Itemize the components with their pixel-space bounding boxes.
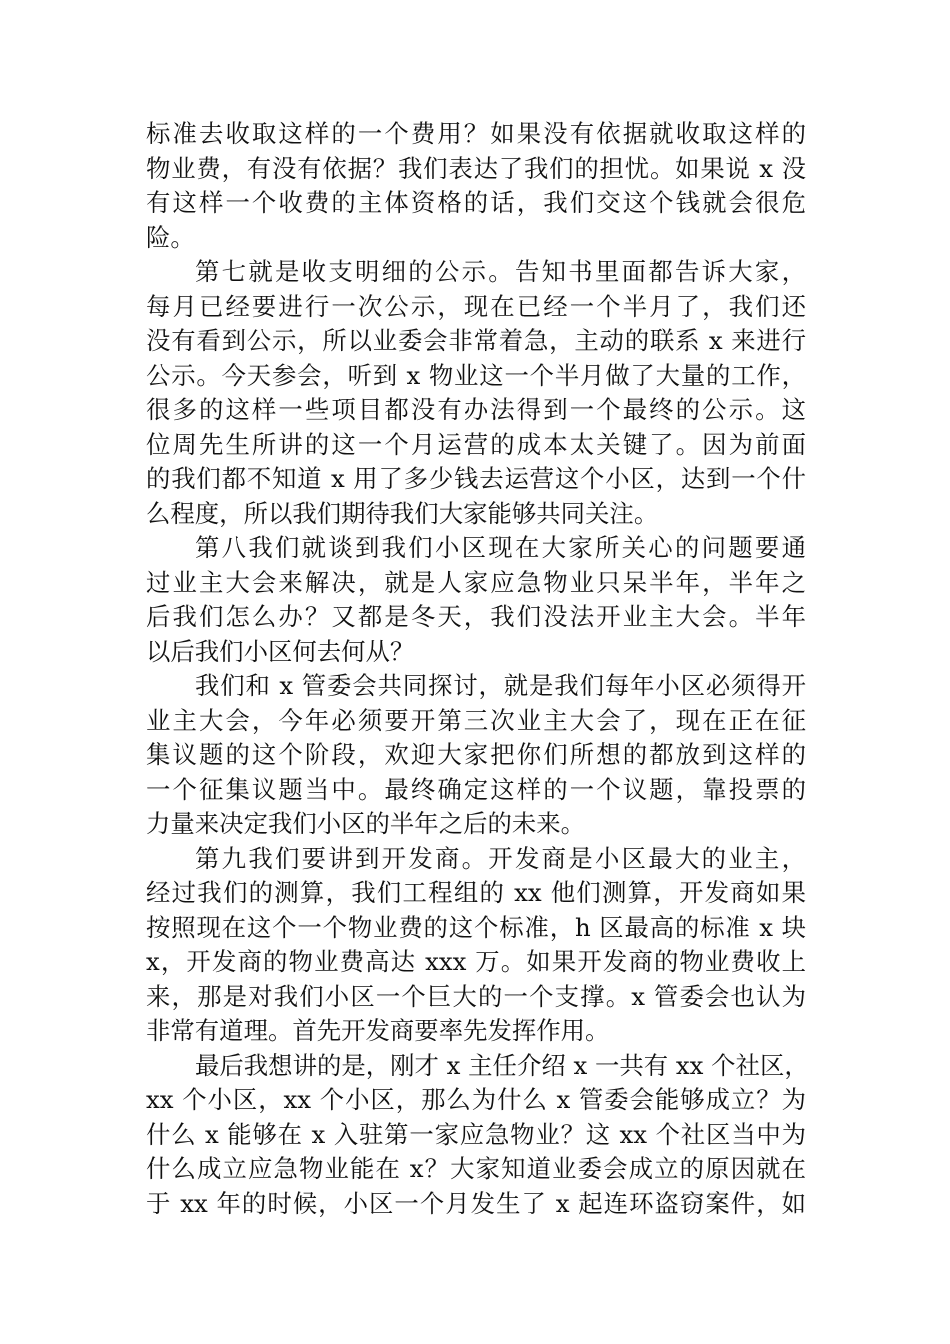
text-line: 非常有道理。首先开发商要率先发挥作用。	[146, 1016, 610, 1045]
text-line: 业主大会，今年必须要开第三次业主大会了，现在正在征	[146, 705, 806, 735]
text-line: 一个征集议题当中。最终确定这样的一个议题，靠投票的	[146, 774, 806, 804]
text-line: 什么 x 能够在 x 入驻第一家应急物业？这 xx 个社区当中为	[146, 1119, 806, 1149]
text-line: 什么成立应急物业能在 x？大家知道业委会成立的原因就在	[146, 1154, 806, 1183]
text-line: 每月已经要进行一次公示，现在已经一个半月了，我们还	[146, 291, 806, 321]
text-line: 标准去收取这样的一个费用？如果没有依据就收取这样的	[146, 119, 806, 148]
document-body	[146, 117, 809, 1221]
text-line: 没有看到公示，所以业委会非常着急，主动的联系 x 来进行	[146, 326, 806, 355]
text-line: xx 个小区，xx 个小区，那么为什么 x 管委会能够成立？为	[146, 1085, 806, 1114]
text-line: 险。	[146, 222, 195, 252]
paragraph-first-line: 第九我们要讲到开发商。开发商是小区最大的业主，	[195, 843, 806, 873]
text-line: 按照现在这个一个物业费的这个标准，h 区最高的标准 x 块	[146, 912, 806, 942]
text-line: 以后我们小区何去何从？	[146, 636, 415, 666]
text-line: 后我们怎么办？又都是冬天，我们没法开业主大会。半年	[146, 602, 806, 631]
text-line: 于 xx 年的时候，小区一个月发生了 x 起连环盗窃案件，如	[146, 1188, 806, 1218]
text-line: 集议题的这个阶段，欢迎大家把你们所想的都放到这样的	[146, 740, 806, 769]
text-line: 么程度，所以我们期待我们大家能够共同关注。	[146, 498, 659, 528]
paragraph-first-line: 第七就是收支明细的公示。告知书里面都告诉大家，	[195, 257, 806, 286]
text-line: 力量来决定我们小区的半年之后的未来。	[146, 809, 586, 838]
paragraph-first-line: 我们和 x 管委会共同探讨，就是我们每年小区必须得开	[195, 671, 806, 700]
text-line: 过业主大会来解决，就是人家应急物业只呆半年，半年之	[146, 567, 806, 597]
text-line: 物业费，有没有依据？我们表达了我们的担忧。如果说 x 没	[146, 153, 806, 183]
text-line: 公示。今天参会，听到 x 物业这一个半月做了大量的工作，	[146, 360, 806, 390]
text-line: 位周先生所讲的这一个月运营的成本太关键了。因为前面	[146, 429, 806, 459]
text-line: 经过我们的测算，我们工程组的 xx 他们测算，开发商如果	[146, 878, 806, 907]
text-line: x，开发商的物业费高达 xxx 万。如果开发商的物业费收上	[146, 947, 806, 976]
text-line: 的我们都不知道 x 用了多少钱去运营这个小区，达到一个什	[146, 464, 806, 493]
paragraph-first-line: 第八我们就谈到我们小区现在大家所关心的问题要通	[195, 533, 806, 562]
paragraph-first-line: 最后我想讲的是，刚才 x 主任介绍 x 一共有 xx 个社区，	[195, 1050, 809, 1080]
text-line: 很多的这样一些项目都没有办法得到一个最终的公示。这	[146, 395, 806, 424]
text-line: 来，那是对我们小区一个巨大的一个支撑。x 管委会也认为	[146, 981, 806, 1011]
text-line: 有这样一个收费的主体资格的话，我们交这个钱就会很危	[146, 188, 806, 217]
